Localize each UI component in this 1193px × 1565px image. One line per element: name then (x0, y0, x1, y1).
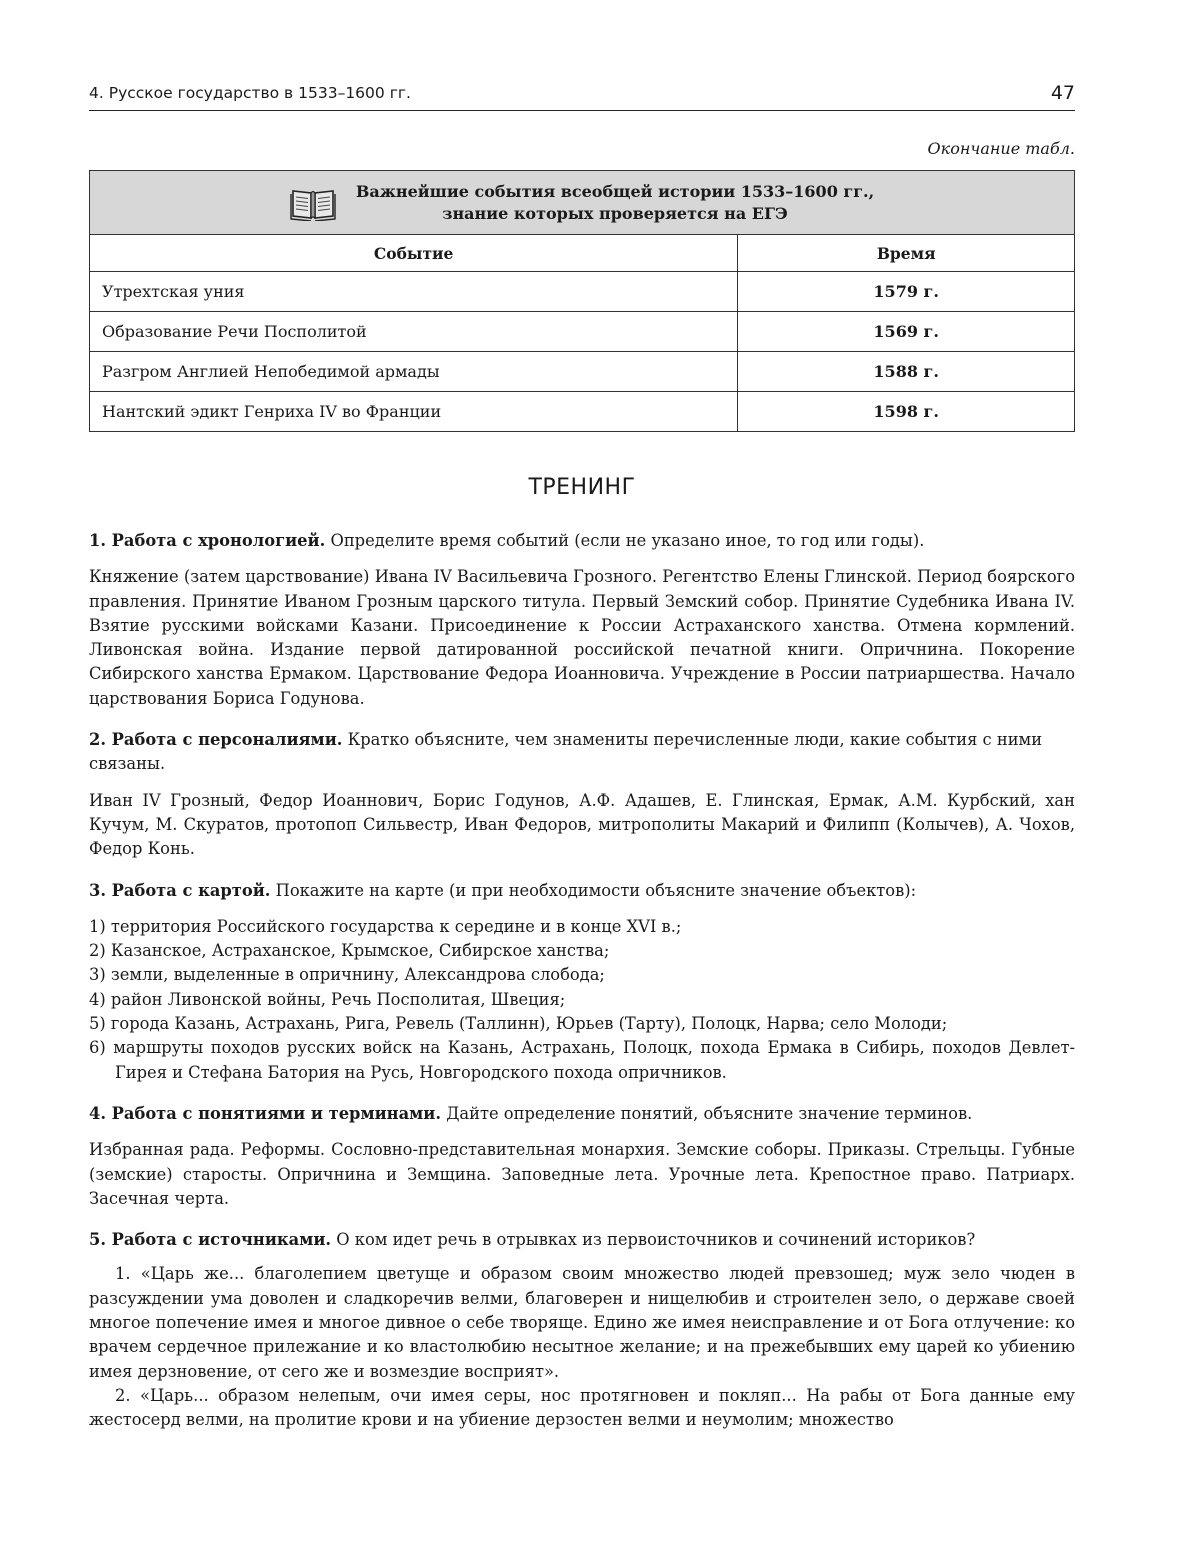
task-map (89, 879, 1075, 1085)
event-cell: Нантский эдикт Генриха IV во Франции (90, 392, 738, 432)
source-quote: 1. «Царь же... благолепием цветуще и образом своим множество людей превзошед; муж зело чюден в разсуждении ума доволен и сладкоречив велми, благоверен и нищелюбив и строителен зело, о державе своей многое попечение имея и многое дивное о себе творяще. Едино же имея неисправление и от Бога отлучение: ко врачем сердечное прилежание и ко властолюбию несытное желание; и на прежебывших ему царей ко убиению имея дерзновение, от сего же и возмездие восприят». (89, 1264, 1075, 1381)
training-section-title: ТРЕНИНГ (528, 475, 636, 500)
training-section (89, 529, 1075, 1450)
event-cell: Утрехтская уния (90, 272, 738, 312)
time-cell: 1579 г. (738, 272, 1075, 312)
list-item: 4) район Ливонской войны, Речь Посполитая, Швеция; (89, 989, 566, 1009)
time-cell: 1588 г. (738, 352, 1075, 392)
source-quotes (89, 1262, 1075, 1432)
chapter-title: 4. Русское государство в 1533–1600 гг. (89, 84, 411, 102)
event-cell: Разгром Англией Непобедимой армады (90, 352, 738, 392)
list-item: 2) Казанское, Астраханское, Крымское, Сибирское ханства; (89, 941, 610, 961)
task-personalities (89, 728, 1075, 861)
list-item: 1) территория Российского государства к середине и в конце XVI в.; (89, 916, 682, 936)
time-cell: 1569 г. (738, 312, 1075, 352)
task-heading: 3. Работа с картой. (89, 880, 271, 900)
task-body: Избранная рада. Реформы. Сословно-представительная монархия. Земские соборы. Приказы. Стрельцы. Губные (земские) старосты. Опричнина и Земщина. Заповедные лета. Урочные лета. Крепостное право. Патриарх. Засечная черта. (89, 1140, 1075, 1208)
task-heading: 4. Работа с понятиями и терминами. (89, 1103, 442, 1123)
list-item: 5) города Казань, Астрахань, Рига, Ревель (Таллинн), Юрьев (Тарту), Полоцк, Нарва; село Молоди; (89, 1014, 948, 1034)
task-heading: 5. Работа с источниками. (89, 1230, 332, 1250)
task-instruction: Покажите на карте (и при необходимости объясните значение объектов): (270, 880, 917, 900)
table-title: Важнейшие события всеобщей истории 1533–1600 гг., знание которых проверяется на ЕГЭ (355, 181, 875, 223)
list-item: 6) маршруты походов русских войск на Казань, Астрахань, Полоцк, похода Ермака в Сибирь, походов Девлет-Гирея и Стефана Батория на Русь, Новгородского похода опричников. (89, 1038, 1075, 1082)
column-header-event: Событие (90, 235, 738, 272)
task-instruction: Кратко объясните, чем знамениты перечисленные люди, какие события с ними связаны. (89, 730, 1043, 774)
events-table (89, 170, 1075, 432)
task-instruction: О ком идет речь в отрывках из первоисточников и сочинений историков? (331, 1230, 976, 1250)
column-header-time: Время (738, 235, 1075, 272)
page-header (89, 84, 1075, 111)
table-row (90, 272, 1075, 312)
map-objects-list (89, 915, 1075, 1085)
table-row (90, 312, 1075, 352)
table-row (90, 392, 1075, 432)
table-title-row (90, 171, 1075, 235)
table-continuation-note: Окончание табл. (927, 139, 1075, 158)
task-chronology (89, 529, 1075, 711)
page-number: 47 (1050, 82, 1075, 104)
task-heading: 2. Работа с персоналиями. (89, 730, 343, 750)
table-row (90, 352, 1075, 392)
open-book-icon (290, 185, 336, 221)
source-quote: 2. «Царь... образом нелепым, очи имея серы, нос протягновен и покляп... На рабы от Бога данные ему жестосерд велми, на пролитие крови и на убиение дерзостен велми и неумолим; множество (89, 1385, 1075, 1430)
list-item: 3) земли, выделенные в опричнину, Александрова слобода; (89, 965, 605, 985)
event-cell: Образование Речи Посполитой (90, 312, 738, 352)
table-header-row (90, 235, 1075, 272)
time-cell: 1598 г. (738, 392, 1075, 432)
task-sources (89, 1228, 1075, 1432)
task-body: Княжение (затем царствование) Ивана IV Васильевича Грозного. Регентство Елены Глинской. Период боярского правления. Принятие Иваном Грозным царского титула. Первый Земский собор. Принятие Судебника Ивана IV. Взятие русскими войсками Казани. Присоединение к России Астраханского ханства. Отмена кормлений. Ливонская война. Издание первой датированной российской печатной книги. Опричнина. Покорение Сибирского ханства Ермаком. Царствование Федора Иоанновича. Учреждение в России патриаршества. Начало царствования Бориса Годунова. (89, 567, 1075, 708)
task-heading: 1. Работа с хронологией. (89, 531, 326, 550)
task-instruction: Дайте определение понятий, объясните значение терминов. (441, 1103, 973, 1123)
task-body: Иван IV Грозный, Федор Иоаннович, Борис Годунов, А.Ф. Адашев, Е. Глинская, Ермак, А.М. Курбский, хан Кучум, М. Скуратов, протопоп Сильвестр, Иван Федоров, митрополиты Макарий и Филипп (Колычев), А. Чохов, Федор Конь. (89, 790, 1075, 859)
task-terms (89, 1102, 1075, 1211)
task-instruction: Определите время событий (если не указано иное, то год или годы). (325, 531, 925, 550)
